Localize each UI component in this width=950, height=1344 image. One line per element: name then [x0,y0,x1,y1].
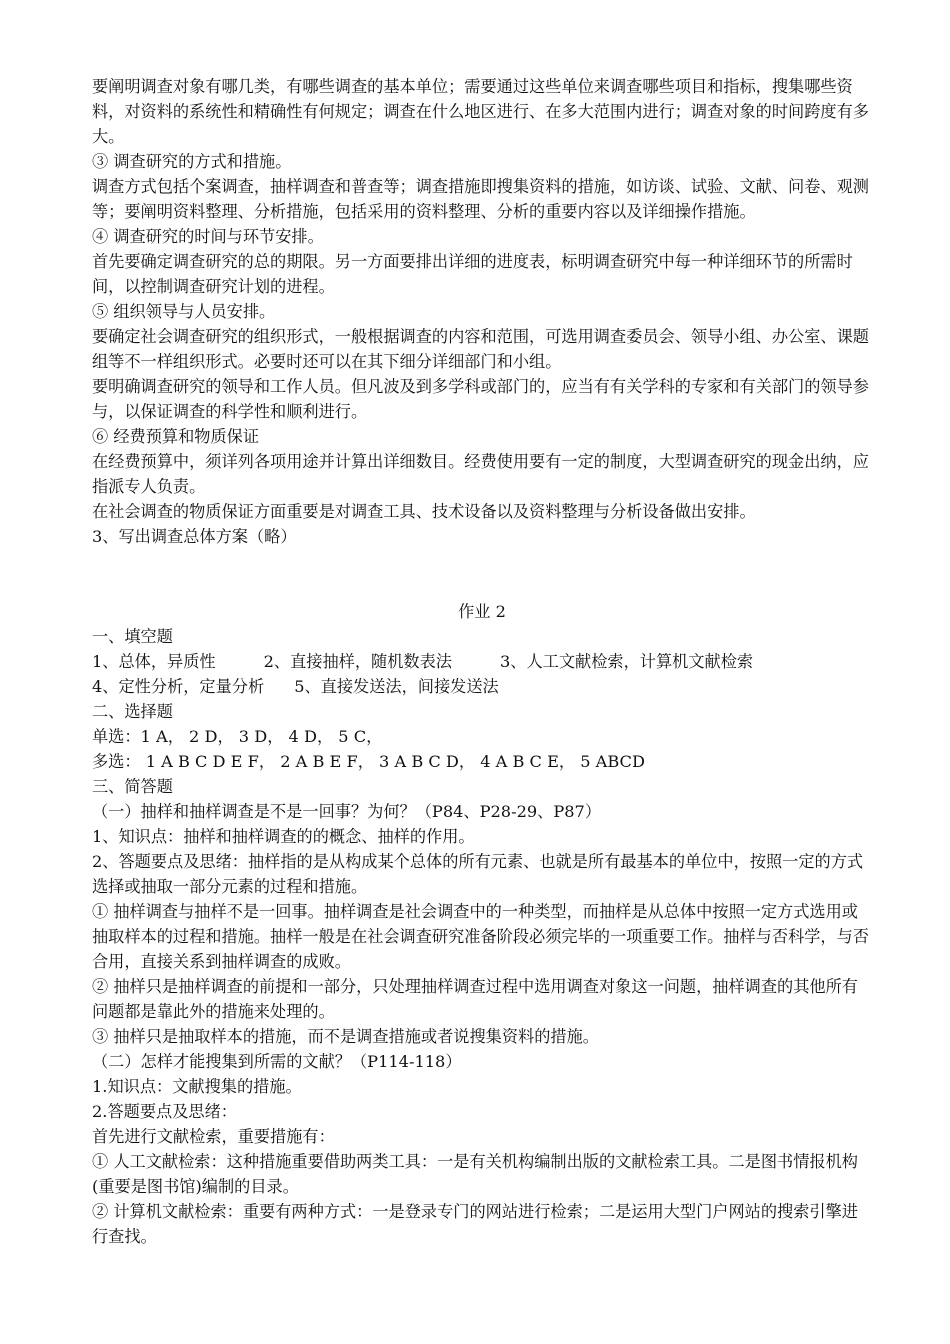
question-1-knowledge-point: 1、知识点：抽样和抽样调查的的概念、抽样的作用。 [92,827,475,846]
short-answer-heading: 三、简答题 [92,777,173,796]
question-1-title: （一）抽样和抽样调查是不是一回事？为何？（P84、P28-29、P87） [92,802,602,821]
homework-title: 作业 2 [458,602,506,621]
question-2-answer-label: 2.答题要点及思绪： [92,1102,237,1121]
question-2-intro: 首先进行文献检索，重要措施有： [92,1127,335,1146]
paragraph-overall-plan: 3、写出调查总体方案（略） [92,527,297,546]
fill-answer-1: 1、总体，异质性 [92,652,216,671]
fill-answer-2: 2、直接抽样，随机数表法 [263,652,452,671]
heading-organization: ⑤ 组织领导与人员安排。 [92,302,276,321]
fill-answer-3: 3、人工文献检索，计算机文献检索 [500,652,754,671]
section-gap [92,549,872,599]
fill-answers-line1 [92,649,872,674]
fill-answer-5: 5、直接发送法，间接发送法 [294,677,499,696]
question-2-point-1: ① 人工文献检索：这种措施重要借助两类工具：一是有关机构编制出版的文献检索工具。二是图书情报机构(重要是图书馆)编制的目录。 [92,1152,858,1196]
question-2-point-2: ② 计算机文献检索：重要有两种方式：一是登录专门的网站进行检索；二是运用大型门户网站的搜索引擎进行查找。 [92,1202,858,1246]
paragraph-budget: 在经费预算中，须详列各项用途并计算出详细数目。经费使用要有一定的制度，大型调查研究的现金出纳，应指派专人负责。 [92,452,869,496]
choice-heading: 二、选择题 [92,702,173,721]
fill-answer-4: 4、定性分析，定量分析 [92,677,265,696]
question-1-point-3: ③ 抽样只是抽取样本的措施，而不是调查措施或者说搜集资料的措施。 [92,1027,599,1046]
fill-answers-line2 [92,674,872,699]
paragraph-organization-form: 要确定社会调查研究的组织形式，一般根据调查的内容和范围，可选用调查委员会、领导小组、办公室、课题组等不一样组织形式。必要时还可以在其下细分详细部门和小组。 [92,327,869,371]
question-1-answer-intro: 2、答题要点及思绪：抽样指的是从构成某个总体的所有元素、也就是所有最基本的单位中，按照一定的方式选择或抽取一部分元素的过程和措施。 [92,852,864,896]
heading-budget: ⑥ 经费预算和物质保证 [92,427,260,446]
single-choice-answers: 单选：1 A， 2 D， 3 D， 4 D， 5 C， [92,727,383,746]
fill-heading: 一、填空题 [92,627,173,646]
heading-methods: ③ 调查研究的方式和措施。 [92,152,292,171]
document-page [92,74,872,1249]
paragraph-material: 在社会调查的物质保证方面重要是对调查工具、技术设备以及资料整理与分析设备做出安排。 [92,502,756,521]
paragraph-survey-objects: 要阐明调查对象有哪几类，有哪些调查的基本单位；需要通过这些单位来调查哪些项目和指标，搜集哪些资料，对资料的系统性和精确性有何规定；调查在什么地区进行、在多大范围内进行；调查对象的时间跨度有多大。 [92,77,869,146]
paragraph-methods: 调查方式包括个案调查，抽样调查和普查等；调查措施即搜集资料的措施，如访谈、试验、文献、问卷、观测等；要阐明资料整理、分析措施，包括采用的资料整理、分析的重要内容以及详细操作措施。 [92,177,869,221]
multi-choice-answers: 多选： 1 A B C D E F， 2 A B E F， 3 A B C D， 4 A B C E， 5 ABCD [92,752,645,771]
question-1-point-1: ① 抽样调查与抽样不是一回事。抽样调查是社会调查中的一种类型，而抽样是从总体中按照一定方式选用或抽取样本的过程和措施。抽样一般是在社会调查研究准备阶段必须完毕的一项重要工作。抽样与否科学，与否合用，直接关系到抽样调查的成败。 [92,902,869,971]
paragraph-schedule: 首先要确定调查研究的总的期限。另一方面要排出详细的进度表，标明调查研究中每一种详细环节的所需时间，以控制调查研究计划的进程。 [92,252,853,296]
heading-schedule: ④ 调查研究的时间与环节安排。 [92,227,324,246]
question-2-title: （二）怎样才能搜集到所需的文献？（P114-118） [92,1052,462,1071]
paragraph-organization-staff: 要明确调查研究的领导和工作人员。但凡波及到多学科或部门的，应当有有关学科的专家和有关部门的领导参与，以保证调查的科学性和顺利进行。 [92,377,869,421]
question-1-point-2: ② 抽样只是抽样调查的前提和一部分，只处理抽样调查过程中选用调查对象这一问题，抽样调查的其他所有问题都是靠此外的措施来处理的。 [92,977,858,1021]
question-2-knowledge-point: 1.知识点：文献搜集的措施。 [92,1077,302,1096]
